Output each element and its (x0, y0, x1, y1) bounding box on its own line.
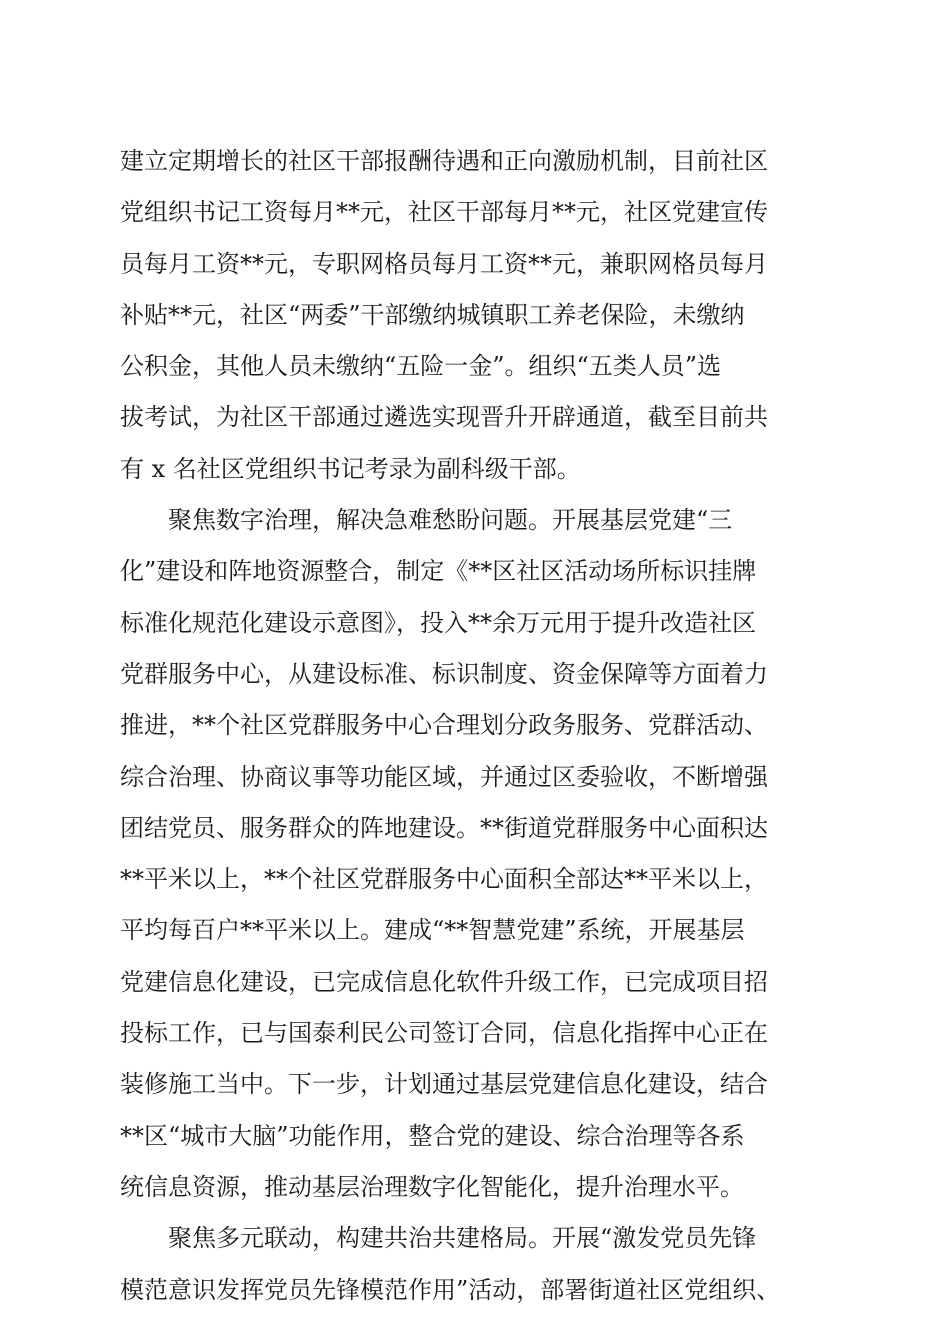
text-line: 投标工作，已与国泰利民公司签订合同，信息化指挥中心正在 (120, 1019, 768, 1048)
text-line: 党组织书记工资每月**元，社区干部每月**元，社区党建宣传 (120, 198, 768, 227)
text-line: 化”建设和阵地资源整合，制定《**区社区活动场所标识挂牌 (120, 557, 757, 586)
text-line: **平米以上，**个社区党群服务中心面积全部达**平米以上， (120, 865, 768, 894)
text-line: 员每月工资**元，专职网格员每月工资**元，兼职网格员每月 (120, 249, 768, 278)
paragraph-multi-linkage (120, 1213, 840, 1316)
text-line: 团结党员、服务群众的阵地建设。**街道党群服务中心面积达 (120, 813, 768, 842)
text-line: 党建信息化建设，已完成信息化软件升级工作，已完成项目招 (120, 967, 768, 996)
text-line: 装修施工当中。下一步，计划通过基层党建信息化建设，结合 (120, 1070, 768, 1099)
text-line: 有 x 名社区党组织书记考录为副科级干部。 (120, 454, 581, 483)
text-line: 模范意识发挥党员先锋模范作用”活动，部署街道社区党组织、 (120, 1275, 781, 1304)
text-line: 党群服务中心，从建设标准、标识制度、资金保障等方面着力 (120, 659, 768, 688)
text-line: 拔考试，为社区干部通过遴选实现晋升开辟通道，截至目前共 (120, 403, 768, 432)
document-body (120, 136, 840, 1316)
paragraph-salary (120, 136, 840, 495)
text-line: **区“城市大脑”功能作用，整合党的建设、综合治理等各系 (120, 1121, 745, 1150)
text-line: 标准化规范化建设示意图》，投入**余万元用于提升改造社区 (120, 608, 756, 637)
paragraph-digital-governance (120, 495, 840, 1213)
text-line: 平均每百户**平米以上。建成“**智慧党建”系统，开展基层 (120, 916, 745, 945)
text-line: 补贴**元，社区“两委”干部缴纳城镇职工养老保险，未缴纳 (120, 300, 745, 329)
text-line: 聚焦数字治理，解决急难愁盼问题。开展基层党建“三 (168, 506, 733, 535)
text-line: 聚焦多元联动，构建共治共建格局。开展“激发党员先锋 (168, 1224, 757, 1253)
text-line: 推进，**个社区党群服务中心合理划分政务服务、党群活动、 (120, 711, 768, 740)
text-line: 建立定期增长的社区干部报酬待遇和正向激励机制，目前社区 (120, 147, 768, 175)
text-line: 统信息资源，推动基层治理数字化智能化，提升治理水平。 (120, 1172, 744, 1201)
text-line: 综合治理、协商议事等功能区域，并通过区委验收，不断增强 (120, 762, 768, 791)
text-line: 公积金，其他人员未缴纳“五险一金”。组织“五类人员”选 (120, 352, 722, 381)
